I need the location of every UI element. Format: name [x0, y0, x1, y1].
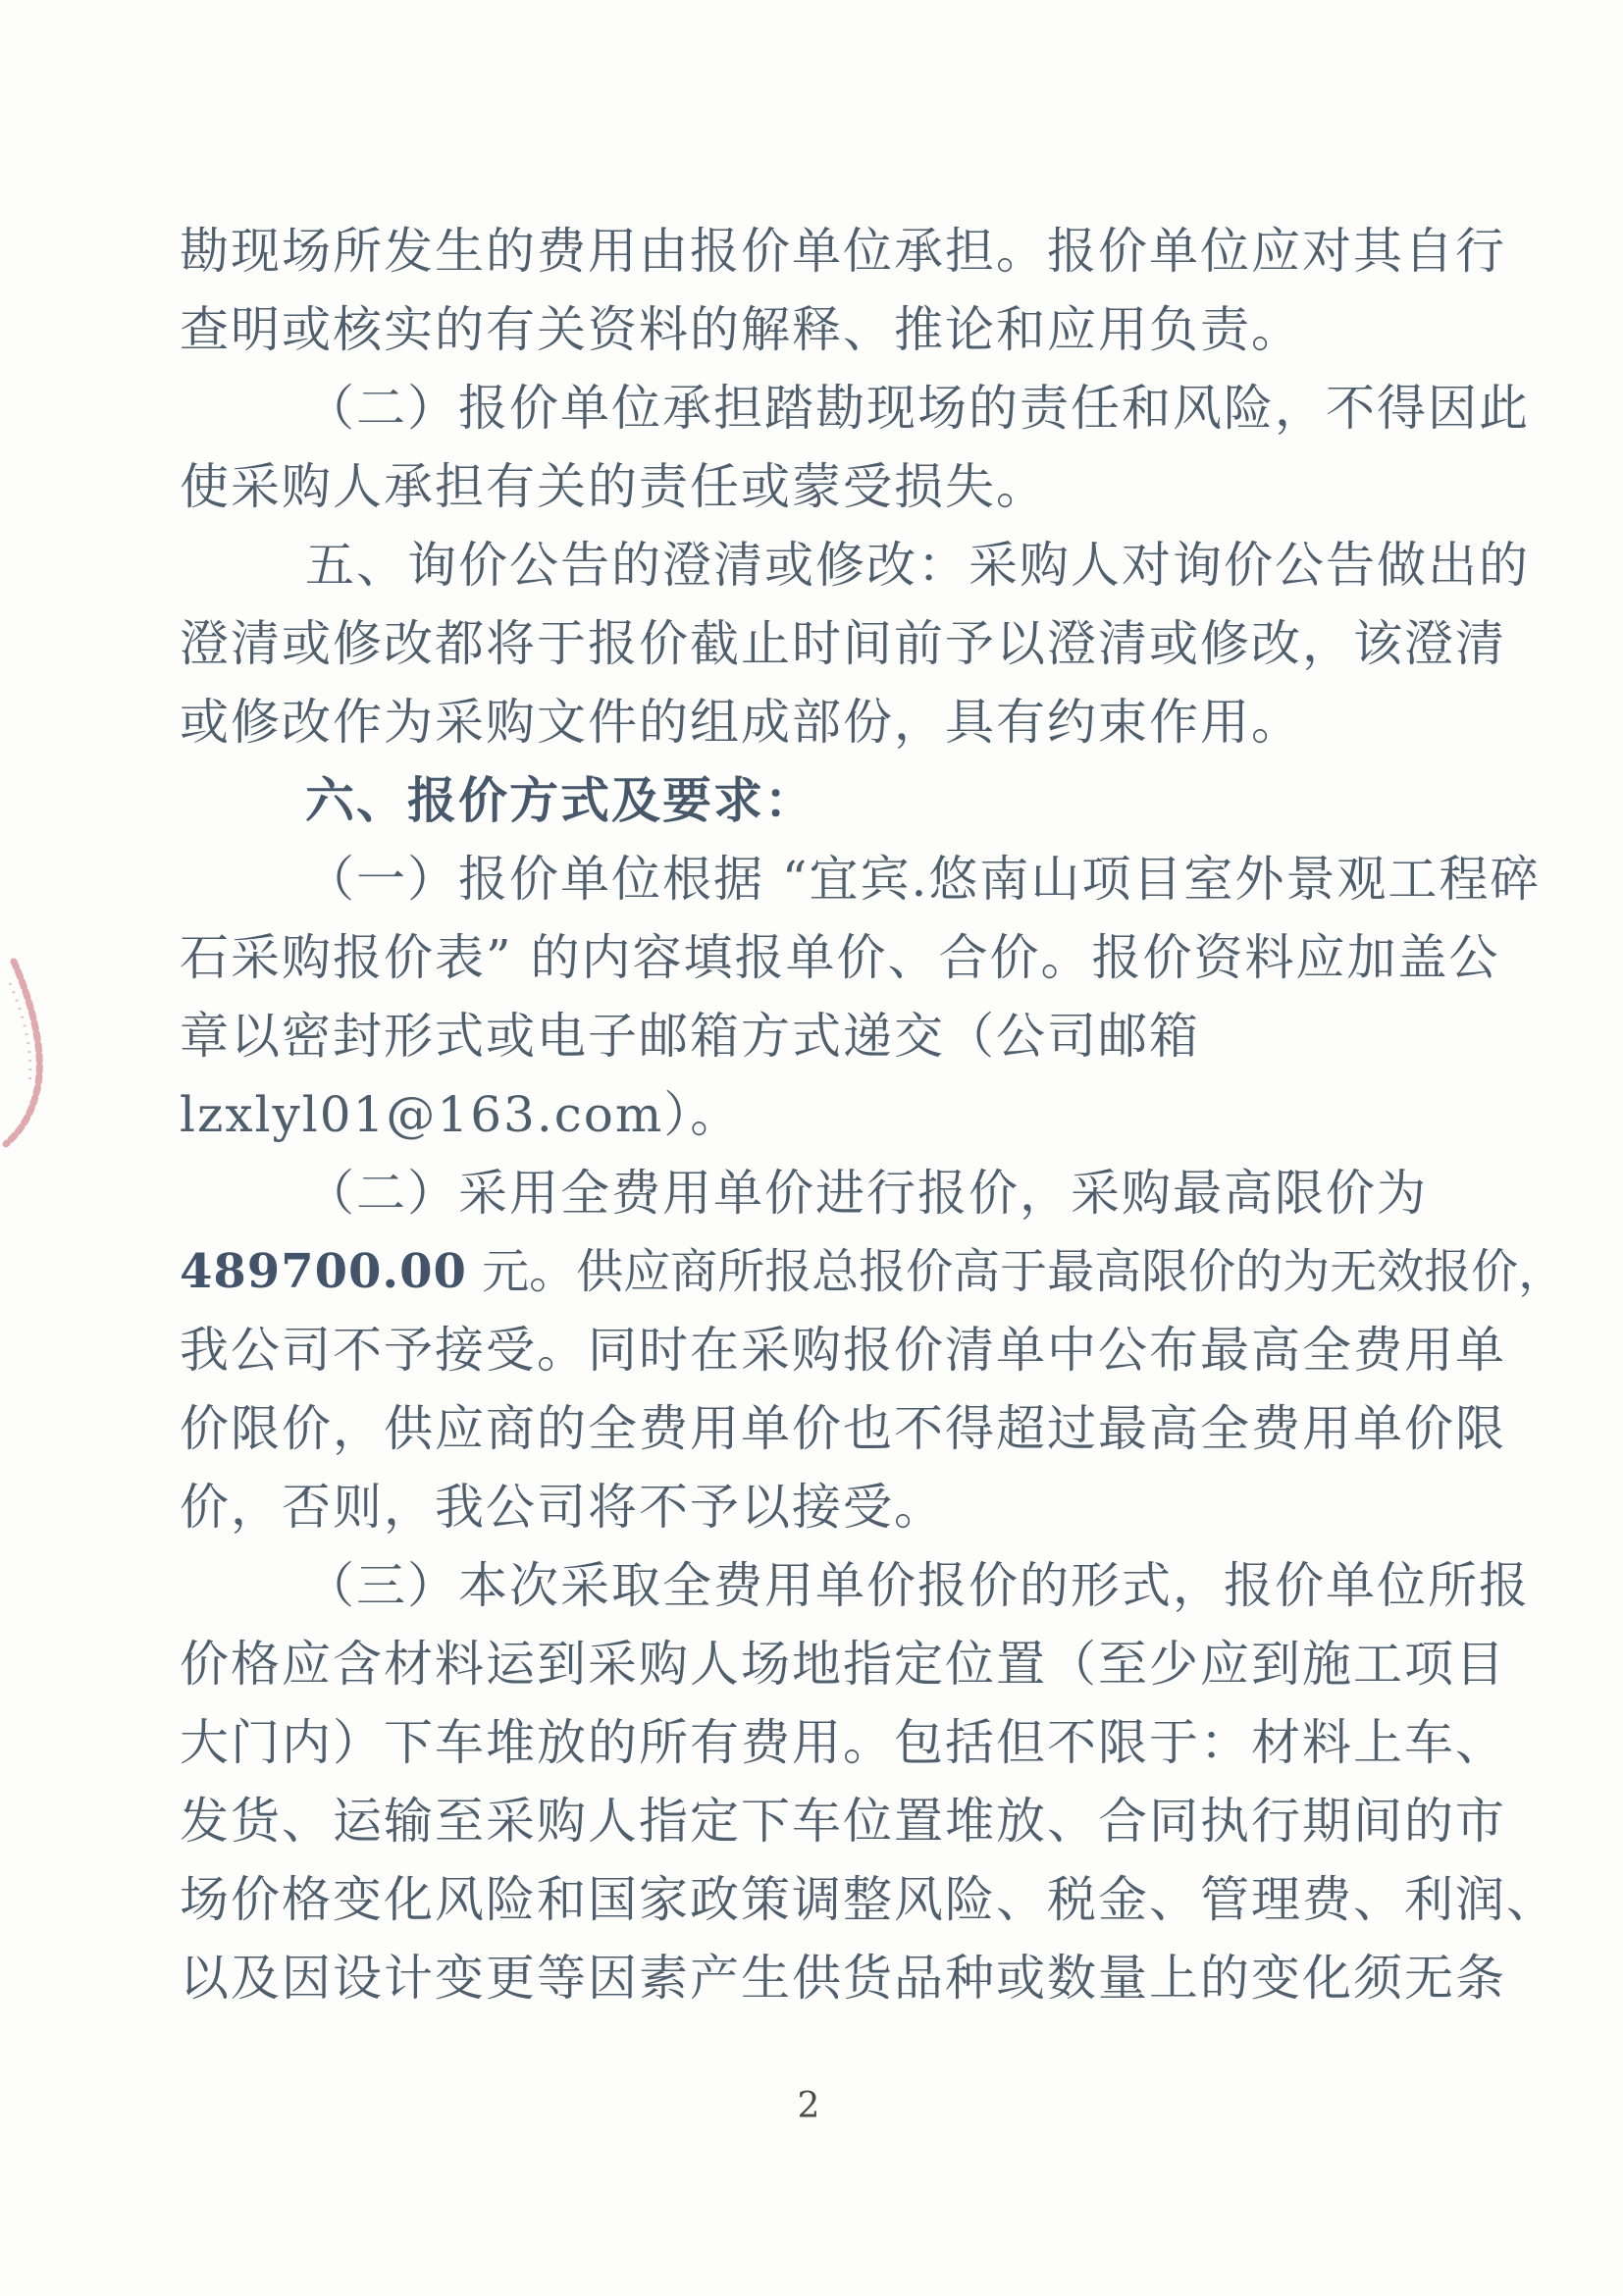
text-line: 章以密封形式或电子邮箱方式递交（公司邮箱 — [180, 1008, 1200, 1065]
text-line: 勘现场所发生的费用由报价单位承担。报价单位应对其自行 — [180, 223, 1506, 280]
text-line: （一）报价单位根据 “宜宾.悠南山项目室外景观工程碎 — [305, 851, 1542, 908]
text-line-segment: 元。供应商所报总报价高于最高限价的为无效报价， — [466, 1244, 1566, 1299]
text-line: 查明或核实的有关资料的解释、推论和应用负责。 — [180, 301, 1302, 358]
text-line: 价限价，供应商的全费用单价也不得超过最高全费用单价限 — [180, 1400, 1506, 1457]
text-line: （二）采用全费用单价进行报价，采购最高限价为 — [305, 1165, 1428, 1222]
text-line: 或修改作为采购文件的组成部份，具有约束作用。 — [180, 694, 1302, 751]
text-line: 五、询价公告的澄清或修改：采购人对询价公告做出的 — [305, 537, 1530, 594]
text-line: lzxlyl01@163.com）。 — [180, 1086, 742, 1143]
text-line — [180, 1232, 1566, 1311]
max-price-value: 489700.00 — [180, 1244, 467, 1299]
text-line: 石采购报价表” 的内容填报单价、合价。报价资料应加盖公 — [180, 929, 1500, 986]
text-line: 使采购人承担有关的责任或蒙受损失。 — [180, 458, 1047, 515]
text-line: 大门内）下车堆放的所有费用。包括但不限于：材料上车、 — [180, 1714, 1506, 1771]
text-line: （二）报价单位承担踏勘现场的责任和风险，不得因此 — [305, 380, 1530, 437]
text-line: 价格应含材料运到采购人场地指定位置（至少应到施工项目 — [180, 1636, 1506, 1693]
seal-edge-mark — [0, 954, 69, 1150]
text-line: 我公司不予接受。同时在采购报价清单中公布最高全费用单 — [180, 1322, 1506, 1379]
text-line: 发货、运输至采购人指定下车位置堆放、合同执行期间的市 — [180, 1793, 1506, 1850]
text-line: 澄清或修改都将于报价截止时间前予以澄清或修改，该澄清 — [180, 615, 1506, 672]
page-number: 2 — [797, 2086, 820, 2126]
text-line: 六、报价方式及要求： — [305, 771, 815, 829]
text-line: 以及因设计变更等因素产生供货品种或数量上的变化须无条 — [180, 1950, 1506, 2007]
document-body — [180, 212, 1566, 2017]
seal-arc — [6, 962, 39, 1144]
text-line: （三）本次采取全费用单价报价的形式，报价单位所报 — [305, 1557, 1530, 1614]
text-line: 场价格变化风险和国家政策调整风险、税金、管理费、利润、 — [180, 1871, 1557, 1928]
text-line: 价，否则，我公司将不予以接受。 — [180, 1479, 945, 1536]
